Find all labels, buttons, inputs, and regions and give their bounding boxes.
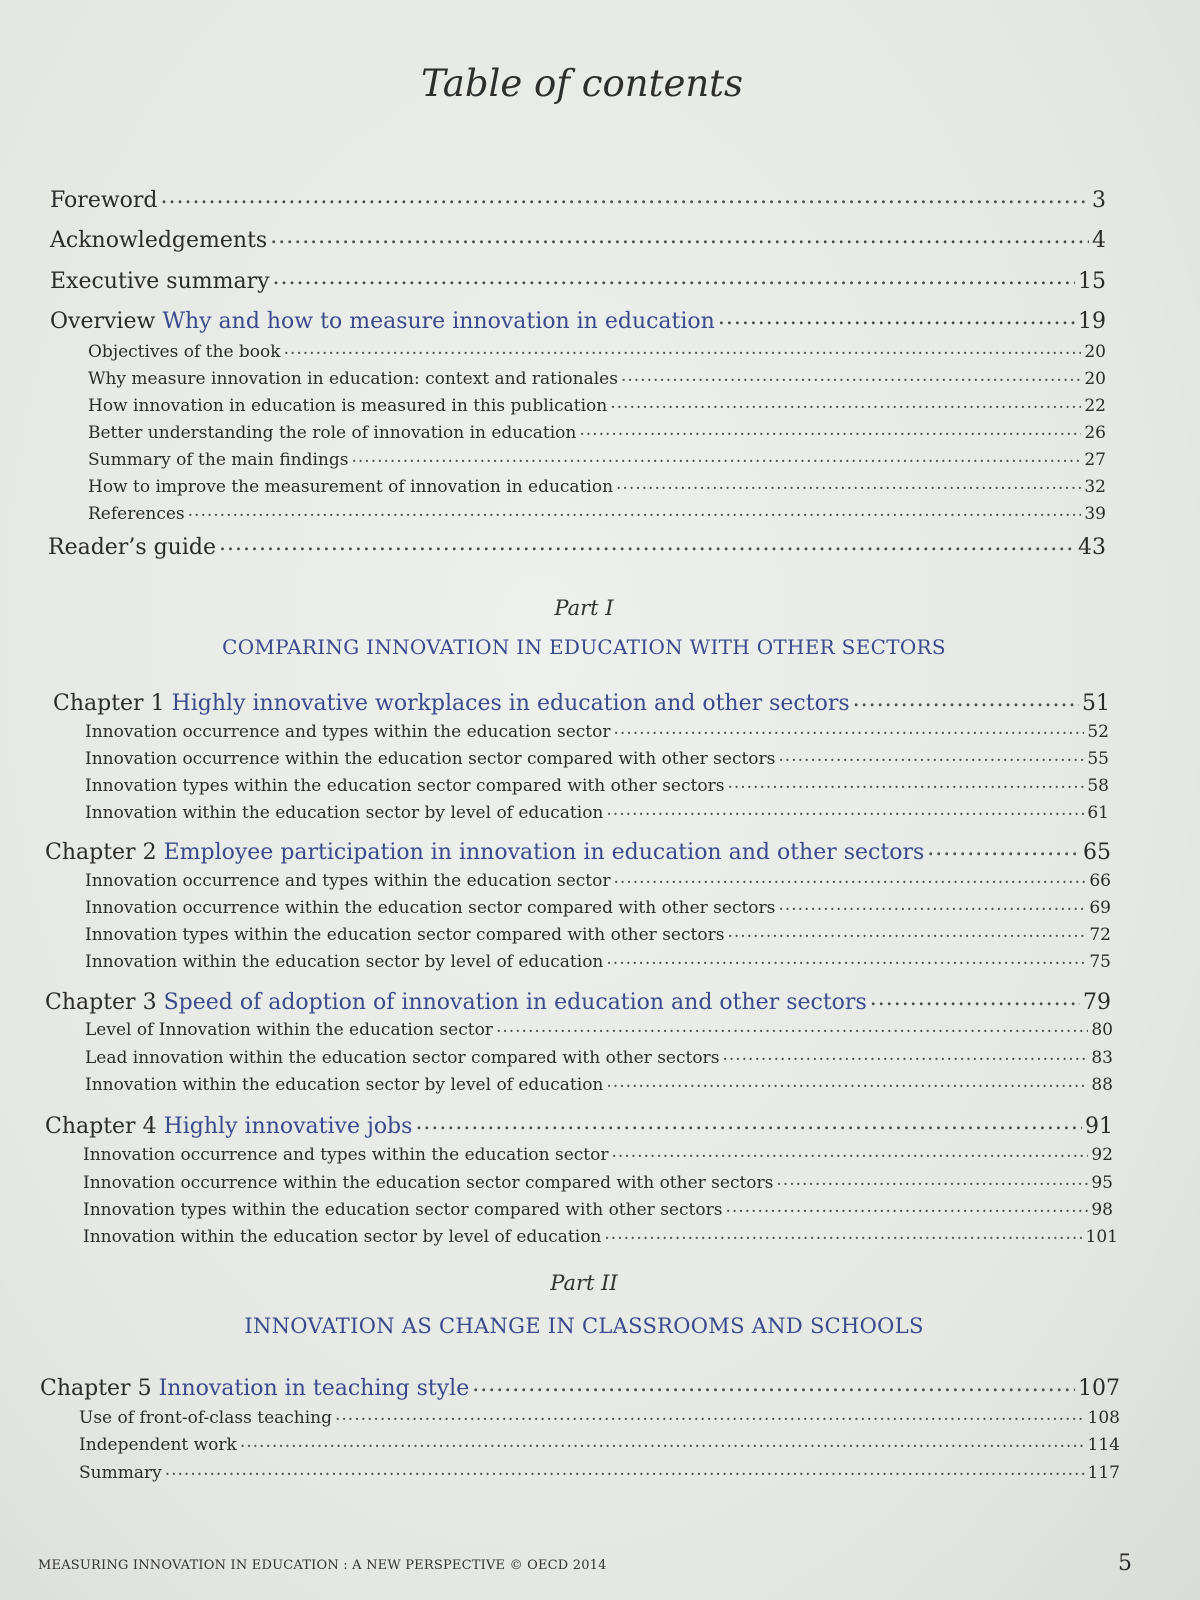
toc-subentry[interactable]: Lead innovation within the education sector compared with other sectors ..... 83	[85, 1046, 1113, 1068]
part-label: Part I	[554, 596, 614, 620]
toc-subentry[interactable]: Innovation within the education sector by level of education ..... 88	[85, 1073, 1113, 1095]
toc-subentry[interactable]: Use of front-of-class teaching ..... 108	[79, 1406, 1120, 1428]
dot-leader	[273, 266, 1075, 288]
page-title: Table of contents	[420, 62, 744, 105]
toc-subentry[interactable]: Level of Innovation within the education sector ..... 80	[85, 1018, 1113, 1040]
toc-entry-overview[interactable]: Overview Why and how to measure innovation in education ..... 19	[50, 306, 1106, 334]
footer-text: MEASURING INNOVATION IN EDUCATION : A NEW PERSPECTIVE © OECD 2014	[38, 1558, 607, 1573]
toc-subentry[interactable]: Innovation types within the education sector compared with other sectors ..... 98	[83, 1198, 1113, 1220]
toc-subentry[interactable]: Innovation occurrence within the education sector compared with other sectors ..... 55	[85, 747, 1109, 769]
toc-subentry[interactable]: Innovation occurrence within the education sector compared with other sectors ..... 95	[83, 1171, 1113, 1193]
toc-entry-readers-guide[interactable]: Reader’s guide ..... 43	[48, 532, 1106, 560]
toc-subentry[interactable]: Summary ..... 117	[79, 1461, 1120, 1483]
toc-subentry[interactable]: Innovation occurrence and types within the education sector ..... 92	[83, 1143, 1113, 1165]
toc-chapter-5[interactable]: Chapter 5 Innovation in teaching style ..... 107	[40, 1373, 1120, 1401]
toc-chapter-3[interactable]: Chapter 3 Speed of adoption of innovation in education and other sectors ..... 79	[45, 987, 1111, 1015]
part-title: COMPARING INNOVATION IN EDUCATION WITH OTHER SECTORS	[222, 635, 946, 659]
toc-subentry[interactable]: References ..... 39	[88, 502, 1106, 524]
dot-leader	[270, 225, 1089, 247]
dot-leader	[718, 306, 1075, 328]
dot-leader	[161, 185, 1089, 207]
part-title: INNOVATION AS CHANGE IN CLASSROOMS AND SCHOOLS	[244, 1314, 924, 1338]
part-label: Part II	[550, 1271, 618, 1295]
toc-subentry[interactable]: How to improve the measurement of innovation in education ..... 32	[88, 475, 1106, 497]
toc-subentry[interactable]: Innovation types within the education sector compared with other sectors ..... 72	[85, 923, 1111, 945]
toc-subentry[interactable]: Innovation within the education sector by level of education ..... 101	[83, 1225, 1118, 1247]
toc-subentry[interactable]: Innovation within the education sector by level of education ..... 75	[85, 950, 1111, 972]
toc-subentry[interactable]: How innovation in education is measured in this publication ..... 22	[88, 394, 1106, 416]
toc-chapter-1[interactable]: Chapter 1 Highly innovative workplaces in education and other sectors ..... 51	[53, 688, 1110, 716]
toc-entry-acknowledgements[interactable]: Acknowledgements ..... 4	[50, 225, 1106, 253]
toc-subentry[interactable]: Innovation occurrence and types within the education sector ..... 52	[85, 720, 1109, 742]
toc-subentry[interactable]: Innovation within the education sector by level of education ..... 61	[85, 801, 1109, 823]
dot-leader	[219, 532, 1075, 554]
toc-subentry[interactable]: Innovation types within the education sector compared with other sectors ..... 58	[85, 774, 1109, 796]
toc-entry-foreword[interactable]: Foreword ..... 3	[50, 185, 1106, 213]
toc-subentry[interactable]: Innovation occurrence and types within the education sector ..... 66	[85, 869, 1111, 891]
page-number: 5	[1118, 1551, 1132, 1576]
toc-subentry[interactable]: Why measure innovation in education: context and rationales ..... 20	[88, 367, 1106, 389]
toc-chapter-2[interactable]: Chapter 2 Employee participation in innovation in education and other sectors ..... 65	[45, 837, 1111, 865]
toc-entry-executive-summary[interactable]: Executive summary ..... 15	[50, 266, 1106, 294]
toc-subentry[interactable]: Independent work ..... 114	[79, 1433, 1120, 1455]
toc-subentry[interactable]: Better understanding the role of innovation in education ..... 26	[88, 421, 1106, 443]
toc-subentry[interactable]: Innovation occurrence within the education sector compared with other sectors ..... 69	[85, 896, 1111, 918]
toc-subentry[interactable]: Summary of the main findings ..... 27	[88, 448, 1106, 470]
toc-chapter-4[interactable]: Chapter 4 Highly innovative jobs ..... 91	[45, 1111, 1113, 1139]
toc-subentry[interactable]: Objectives of the book ..... 20	[88, 340, 1106, 362]
